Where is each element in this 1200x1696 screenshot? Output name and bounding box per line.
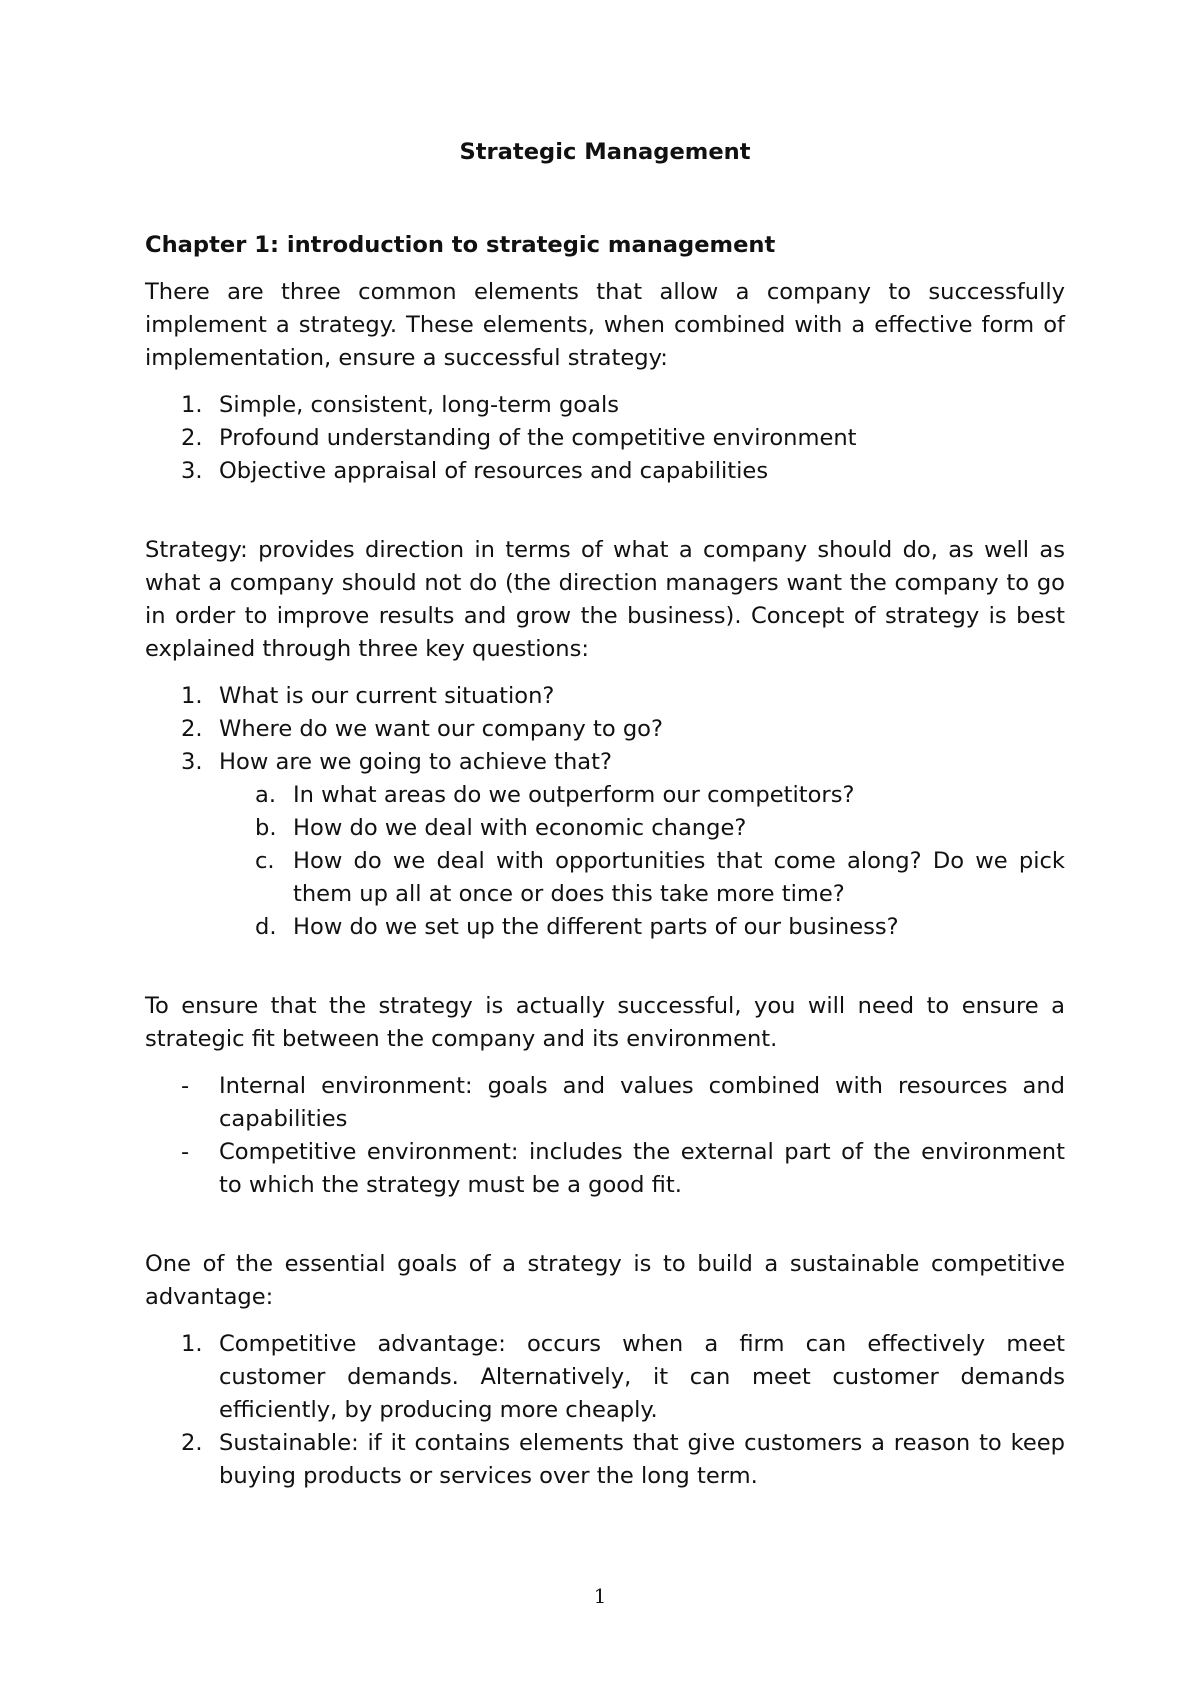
list-item-text: Objective appraisal of resources and capabilities (219, 458, 769, 484)
list-marker: 2. (181, 425, 203, 451)
list-item-text: Sustainable: if it contains elements that give customers a reason to keep buying products or services over the long term. (219, 1430, 1065, 1489)
list-item (145, 389, 1065, 422)
environment-list (145, 1070, 1065, 1202)
list-marker: - (181, 1073, 190, 1099)
list-marker: 1. (181, 683, 203, 709)
list-marker: 2. (181, 716, 203, 742)
list-marker: 3. (181, 458, 203, 484)
list-item-text: Where do we want our company to go? (219, 716, 663, 742)
list-item-text: Profound understanding of the competitive environment (219, 425, 857, 451)
list-item-text: Simple, consistent, long-term goals (219, 392, 620, 418)
list-marker: 1. (181, 1331, 203, 1357)
section-spacer (145, 944, 1065, 990)
list-item (145, 1427, 1065, 1493)
document-title: Strategic Management (459, 139, 751, 165)
list-item-text: Competitive advantage: occurs when a firm can effectively meet customer demands. Alternatively, it can meet customer demands efficiently, by producing more cheaply. (219, 1331, 1065, 1423)
intro-paragraph: There are three common elements that allow a company to successfully implement a strategy. These elements, when combined with a effective form of implementation, ensure a successful strategy: (145, 279, 1065, 371)
list-item (145, 713, 1065, 746)
page-number: 1 (593, 1584, 607, 1608)
sub-list-item (145, 911, 1065, 944)
sub-list-item (145, 812, 1065, 845)
section-spacer (145, 1202, 1065, 1248)
questions-list (145, 680, 1065, 944)
list-item-text: Competitive environment: includes the external part of the environment to which the strategy must be a good fit. (219, 1139, 1065, 1198)
list-item-text: In what areas do we outperform our competitors? (293, 782, 855, 808)
list-item (145, 422, 1065, 455)
list-marker: b. (255, 815, 277, 841)
elements-list (145, 389, 1065, 488)
strategy-paragraph: Strategy: provides direction in terms of what a company should do, as well as what a company should not do (the direction managers want the company to go in order to improve results and grow the business). Concept of strategy is best explained through three key questions: (145, 537, 1065, 662)
chapter-heading: Chapter 1: introduction to strategic management (145, 232, 776, 258)
list-marker: d. (255, 914, 277, 940)
sub-list-item (145, 845, 1065, 911)
list-item (145, 680, 1065, 713)
list-marker: 1. (181, 392, 203, 418)
advantage-list (145, 1328, 1065, 1493)
list-item (145, 746, 1065, 779)
list-item (145, 455, 1065, 488)
list-item (145, 1070, 1065, 1136)
sub-list-item (145, 779, 1065, 812)
list-item (145, 1136, 1065, 1202)
section-spacer (145, 488, 1065, 534)
list-item-text: What is our current situation? (219, 683, 555, 709)
list-marker: 2. (181, 1430, 203, 1456)
list-item (145, 1328, 1065, 1427)
list-item-text: How do we deal with opportunities that come along? Do we pick them up all at once or does this take more time? (293, 848, 1065, 907)
list-item-text: How are we going to achieve that? (219, 749, 612, 775)
list-item-text: How do we set up the different parts of our business? (293, 914, 899, 940)
list-marker: 3. (181, 749, 203, 775)
list-marker: a. (255, 782, 277, 808)
document-body (145, 136, 1065, 1493)
list-marker: - (181, 1139, 190, 1165)
goals-paragraph: One of the essential goals of a strategy is to build a sustainable competitive advantage: (145, 1251, 1065, 1310)
list-item-text: How do we deal with economic change? (293, 815, 747, 841)
list-item-text: Internal environment: goals and values combined with resources and capabilities (219, 1073, 1065, 1132)
fit-paragraph: To ensure that the strategy is actually successful, you will need to ensure a strategic fit between the company and its environment. (145, 993, 1065, 1052)
list-marker: c. (255, 848, 275, 874)
